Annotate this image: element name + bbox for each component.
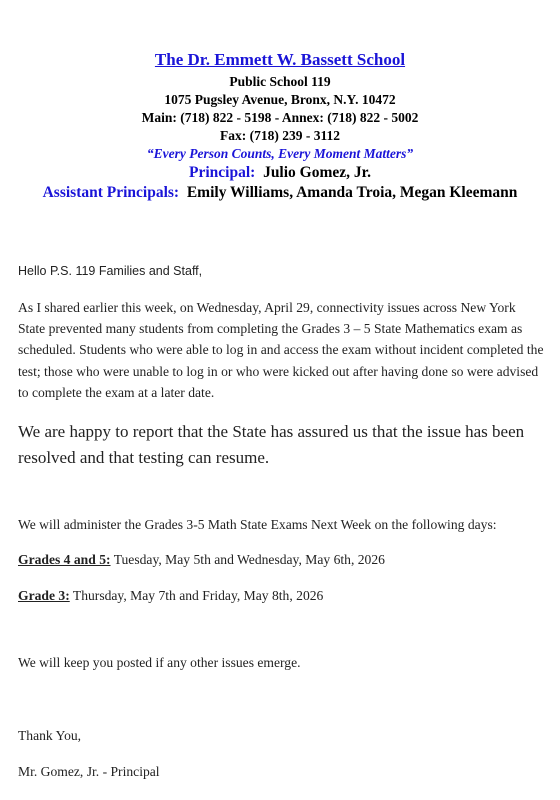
assistant-principals-line bbox=[0, 183, 560, 203]
signature: Mr. Gomez, Jr. - Principal bbox=[18, 764, 160, 779]
school-phones: Main: (718) 822 - 5198 - Annex: (718) 822 - 5002 bbox=[141, 110, 419, 125]
letterhead bbox=[0, 47, 560, 203]
sign-off: Thank You, bbox=[18, 728, 82, 743]
schedule-item-label: Grades 4 and 5: bbox=[18, 552, 111, 567]
paragraph-issue-resolved: We are happy to report that the State has assured us that the issue has been resolved and that testing can resume. bbox=[18, 422, 525, 467]
principal-line bbox=[0, 163, 560, 183]
principal-name: Julio Gomez, Jr. bbox=[263, 164, 371, 181]
principal-label: Principal: bbox=[189, 164, 256, 181]
schedule-item-dates: Thursday, May 7th and Friday, May 8th, 2026 bbox=[72, 588, 324, 603]
schedule-item-label: Grade 3: bbox=[18, 588, 70, 603]
greeting: Hello P.S. 119 Families and Staff, bbox=[18, 264, 203, 278]
school-motto: “Every Person Counts, Every Moment Matters” bbox=[146, 146, 414, 161]
school-address: 1075 Pugsley Avenue, Bronx, N.Y. 10472 bbox=[164, 92, 396, 107]
closing-note: We will keep you posted if any other issues emerge. bbox=[18, 655, 301, 670]
schedule-item-grades-4-5 bbox=[18, 552, 385, 568]
schedule-intro: We will administer the Grades 3-5 Math State Exams Next Week on the following days: bbox=[18, 517, 497, 532]
school-number: Public School 119 bbox=[229, 74, 331, 89]
schedule-item-grade-3 bbox=[18, 588, 323, 604]
assistant-principals-names: Emily Williams, Amanda Troia, Megan Kleemann bbox=[186, 184, 518, 201]
school-name-link[interactable]: The Dr. Emmett W. Bassett School bbox=[154, 50, 406, 69]
school-fax: Fax: (718) 239 - 3112 bbox=[220, 128, 340, 143]
schedule-item-dates: Tuesday, May 5th and Wednesday, May 6th, 2026 bbox=[113, 552, 385, 567]
assistant-principals-label: Assistant Principals: bbox=[42, 184, 180, 201]
paragraph-connectivity-issues: As I shared earlier this week, on Wednesday, April 29, connectivity issues across New York State prevented many students from completing the Grades 3 – 5 State Mathematics exam as scheduled. Students who were able to log in and access the exam without incident completed the test; those who were unable to log in or who were kicked out after having done so were advised to complete the exam at a later date. bbox=[18, 300, 544, 400]
